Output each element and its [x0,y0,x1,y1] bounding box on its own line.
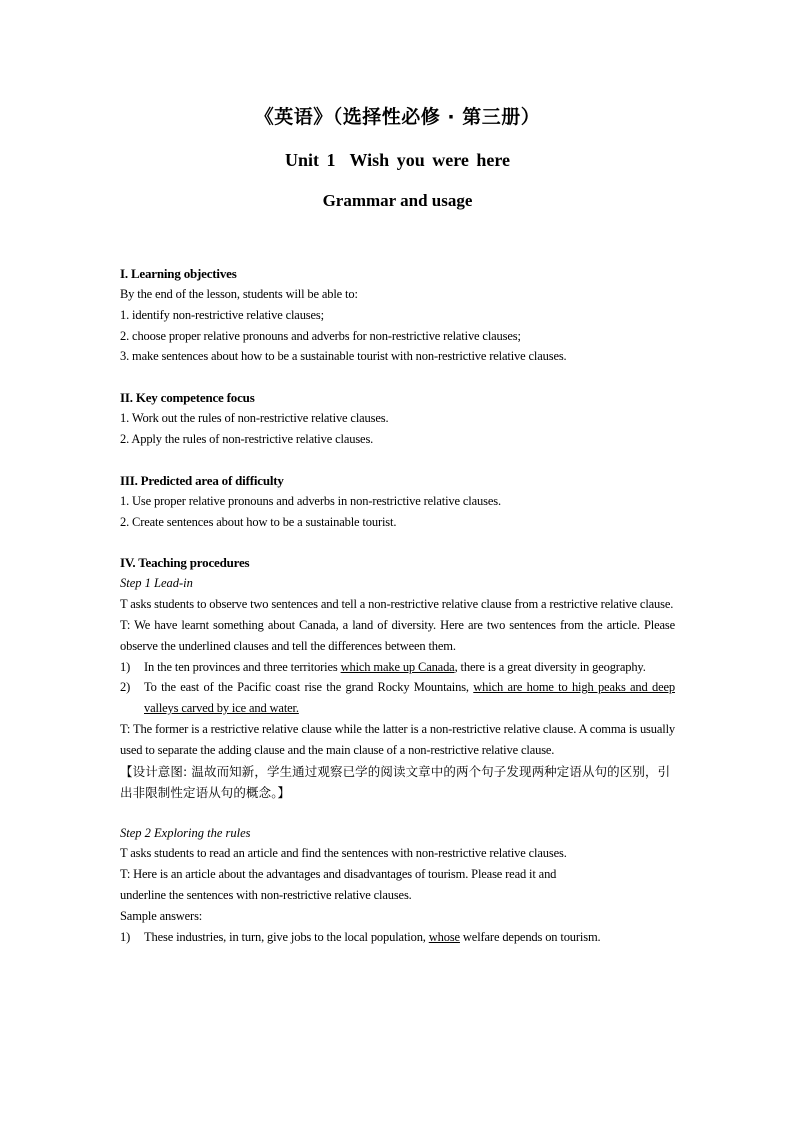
sample-answers-label: Sample answers: [120,908,203,923]
step-title: Step 2 Exploring the rules [120,825,251,840]
section-learning-objectives [120,263,675,367]
section-heading: IV. Teaching procedures [120,555,250,571]
difficulty-item: 2. Create sentences about how to be a sustainable tourist. [120,514,397,529]
document-content [120,100,675,947]
objective-item: 1. identify non-restrictive relative clauses; [120,307,324,322]
difficulty-item: 1. Use proper relative pronouns and adverbs in non-restrictive relative clauses. [120,493,501,508]
section-heading: III. Predicted area of difficulty [120,472,284,488]
section-key-competence [120,387,675,450]
teacher-speech-continued: underline the sentences with non-restrictive relative clauses. [120,887,412,902]
teacher-explanation: T: The former is a restrictive relative clause while the latter is a non-restrictive relative clause. A comma is usually used to separate the adding clause and the main clause of a non-restrictive relative clause. [120,721,675,757]
design-intent-note: 【设计意图: 温故而知新，学生通过观察已学的阅读文章中的两个句子发现两种定语从句的区别，引出非限制性定语从句的概念。】 [120,763,671,800]
step-title: Step 1 Lead-in [120,576,193,591]
textbook-title: 《英语》（选择性必修 · 第三册） [254,106,541,128]
section-heading: I. Learning objectives [120,266,237,281]
lesson-subtitle: Grammar and usage [322,191,473,210]
section-difficulty [120,470,675,533]
objectives-intro: By the end of the lesson, students will be able to: [120,287,358,301]
section-teaching-procedures [120,552,675,947]
teacher-speech: T: We have learnt something about Canada, a land of diversity. Here are two sentences from the article. Please observe the underlined clauses and tell the differences between them. [120,617,675,653]
competence-item: 1. Work out the rules of non-restrictive relative clauses. [120,411,389,426]
example-sentence: 1) In the ten provinces and three territories which make up Canada, there is a great diversity in geography. [120,657,675,678]
sample-answer: 1) These industries, in turn, give jobs to the local population, whose welfare depends on tourism. [120,927,675,948]
section-heading: II. Key competence focus [120,390,255,406]
objective-item: 3. make sentences about how to be a sustainable tourist with non-restrictive relative clauses. [120,349,567,364]
example-sentence: 2) To the east of the Pacific coast rise the grand Rocky Mountains, which are home to high peaks and deep valleys carved by ice and water. [120,677,675,719]
underlined-word: whose [428,929,460,944]
example-number: 1) [120,659,131,674]
unit-title: Wish you were here [349,150,510,170]
unit-label: Unit 1 [284,150,336,170]
unit-heading [120,150,675,170]
underlined-clause: which are home to high peaks and deep valleys carved by ice and water. [144,680,675,716]
objective-item: 2. choose proper relative pronouns and adverbs for non-restrictive relative clauses; [120,328,521,343]
step-task: T asks students to observe two sentences and tell a non-restrictive relative clause from a restrictive relative clause. [120,597,674,612]
step-task: T asks students to read an article and find the sentences with non-restrictive relative clauses. [120,846,567,861]
underlined-clause: which make up Canada [340,659,455,674]
answer-number: 1) [120,929,131,944]
example-number: 2) [120,680,131,695]
competence-item: 2. Apply the rules of non-restrictive relative clauses. [120,431,374,446]
teacher-speech: T: Here is an article about the advantages and disadvantages of tourism. Please read it and [120,867,557,882]
